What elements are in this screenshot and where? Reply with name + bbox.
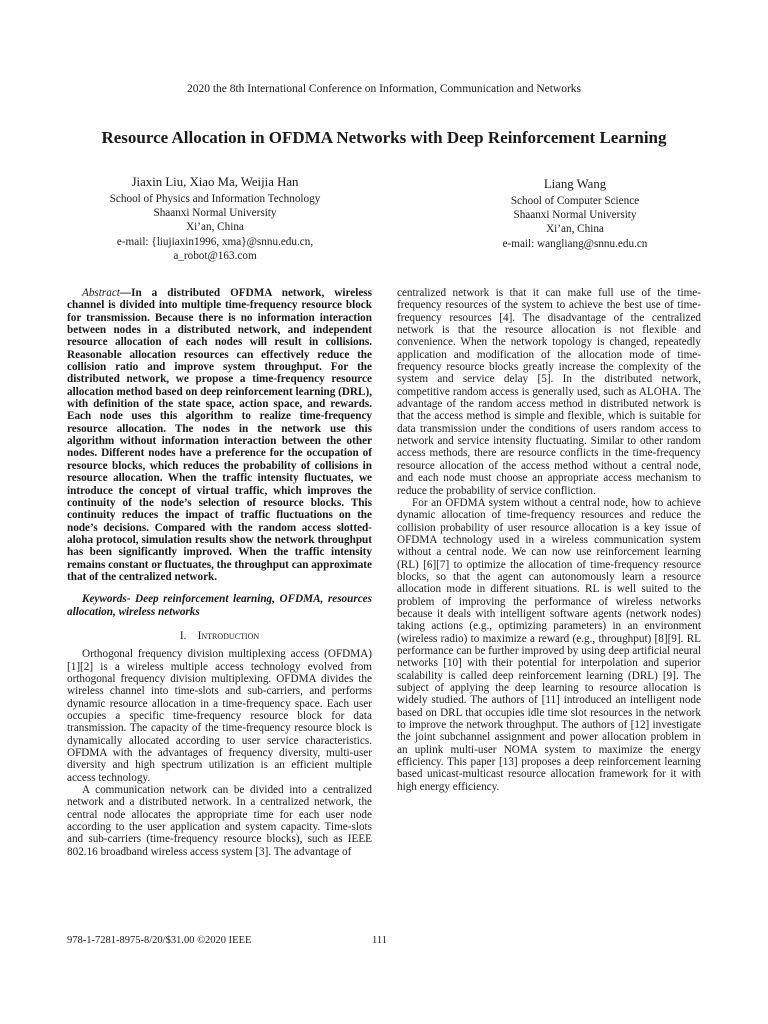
author-email: e-mail: {liujiaxin1996, xma}@snnu.edu.cn, [116,235,314,248]
author-email: e-mail: wangliang@snnu.edu.cn [502,237,648,250]
author-department: School of Computer Science [510,195,640,207]
abstract [67,287,372,583]
section-title: Introduction [197,629,260,642]
right-column [397,287,701,793]
intro-paragraph-2: A communication network can be divided into a centralized network and a distributed network. In a centralized network, the central node allocates the appropriate time for each user node according to the user application and system capacity. Time-slots and sub-carriers (time-frequency resource blocks), such as IEEE 802.16 broadband wireless access system [3]. The advantage of [67,784,372,858]
section-heading [67,630,372,642]
page-number: 111 [372,935,387,946]
paper-title: Resource Allocation in OFDMA Networks with Deep Reinforcement Learning [101,128,667,147]
author-department: School of Physics and Information Technology [109,193,321,205]
conference-header: 2020 the 8th International Conference on Information, Communication and Networks [186,83,582,95]
author-names: Liang Wang [543,177,607,191]
intro-paragraph-4: For an OFDMA system without a central node, how to achieve dynamic allocation of time-frequency resources and reduce the collision probability of user resource allocation is a key issue of OFDMA technology used in a wireless communication system without a central node. We can now use reinforcement learning (RL) [6][7] to optimize the allocation of time-frequency resource blocks, so that the agent can autonomously learn a resource allocation mode in different situations. RL is well suited to the problem of improving the performance of wireless networks because it deals with intelligent software agents (network nodes) taking actions (e.g., optimizing parameters) in an environment (wireless radio) to maximize a reward (e.g., throughput) [8][9]. RL performance can be further improved by using deep artificial neural networks [10] with their potential for interpolation and superior scalability is called deep reinforcement learning (DRL) [9]. The subject of applying the deep learning to resource allocation is widely studied. The authors of [11] introduced an intelligent node based on DRL that occupies idle time slot resources in the network to improve the network throughput. The authors of [12] investigate the joint subchannel assignment and power allocation problem in an uplink multi-user NOMA system to maximize the energy efficiency. This paper [13] proposes a deep reinforcement learning based unicast-multicast resource allocation framework for it with high energy efficiency. [397,496,701,793]
author-block-2 [420,176,730,251]
author-block-1 [60,174,370,263]
author-university: Shaanxi Normal University [513,209,637,222]
author-email-2: a_robot@163.com [173,249,257,262]
intro-paragraph-3: centralized network is that it can make full use of the time-frequency resources of the system to achieve the best use of time-frequency resources [4]. The disadvantage of the centralized network is that the resource allocation is not flexible and convenience. When the network topology is changed, repeatedly application and modification of the allocation mode of time-frequency resource blocks greatly increase the complexity of the system and service delay [5]. In the distributed network, competitive random access is generally used, such as ALOHA. The advantage of the random access method in distributed network is that the access method is simple and flexible, which is suitable for data transmission under the conditions of users random access to network and service intensity fluctuating. Similar to other random access methods, there are resource conflicts in the time-frequency resource allocation of the access method without a central node, and each node must choose an appropriate access mechanism to reduce the probability of service confliction. [397,287,701,497]
intro-paragraph-1: Orthogonal frequency division multiplexing access (OFDMA) [1][2] is a wireless multiple access technology evolved from orthogonal frequency division multiplexing. OFDMA divides the wireless channel into time-slots and sub-carriers, and performs dynamic resource allocation in a time-frequency space. Each user occupies a specific time-frequency resource block for data transmission. The capacity of the time-frequency resource block is dynamically allocated according to user service characteristics. OFDMA with the advantages of frequency diversity, multi-user diversity and high spectrum utilization is an efficient multiple access technology. [67,648,372,784]
author-names: Jiaxin Liu, Xiao Ma, Weijia Han [131,175,299,189]
left-column [67,287,372,858]
author-university: Shaanxi Normal University [153,207,277,220]
abstract-label: Abstract [82,287,120,299]
author-city: Xi’an, China [546,223,604,236]
keywords: Keywords- Deep reinforcement learning, OFDMA, resources allocation, wireless networks [67,593,372,618]
footer-copyright: 978-1-7281-8975-8/20/$31.00 ©2020 IEEE [67,935,252,946]
author-city: Xi’an, China [186,221,244,234]
section-number: I. [179,629,187,642]
abstract-text: In a distributed OFDMA network, wireless channel is divided into multiple time-frequency resource block for transmission. Because there is no information interaction between nodes in a distributed network, and independent resource allocation of each nodes will result in collisions. Reasonable allocation resources can effectively reduce the collision ratio and improve system throughput. For the distributed network, we propose a time-frequency resource allocation method based on deep reinforcement learning (DRL), with definition of the state space, action space, and rewards. Each node uses this algorithm to realize time-frequency resource allocation. The nodes in the network use this algorithm without information interaction between the other nodes. Different nodes have a preference for the occupation of resource blocks, which reduces the probability of collisions in resource allocation. When the traffic intensity fluctuates, we introduce the concept of virtual traffic, which improves the continuity of the node’s selection of resource blocks. This continuity reduces the impact of traffic fluctuations on the node’s decisions. Compared with the random access slotted-aloha protocol, simulation results show the network throughput has been significantly improved. When the traffic intensity remains constant or fluctuates, the throughput can approximate that of the centralized network. [67,287,372,583]
abstract-dash: — [119,287,132,299]
